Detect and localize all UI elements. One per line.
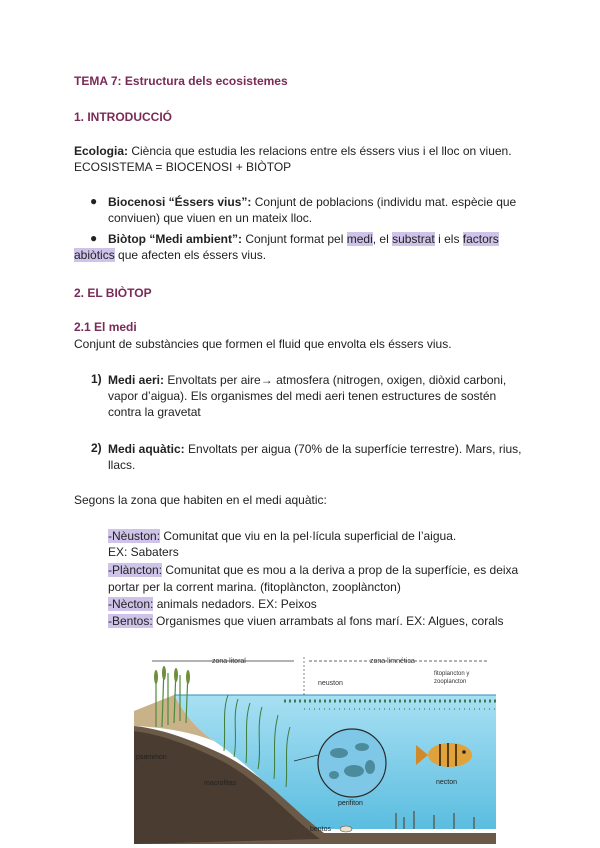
label-necton: necton — [436, 779, 458, 786]
biotop-text: Conjunt format pel — [242, 232, 347, 246]
medi-aeri-term: Medi aeri: — [108, 373, 165, 387]
plancton-line — [108, 562, 527, 578]
label-perifiton: perifiton — [338, 800, 363, 807]
biotop-text: i els — [434, 232, 463, 246]
biotop-text: , el — [372, 232, 393, 246]
medi-aquatic-term: Medi aquàtic: — [108, 442, 185, 456]
neuston-line — [108, 528, 456, 544]
neuston-definition: Comunitat que viu en la pel·lícula superficial de l’aigua. — [160, 529, 457, 543]
label-fitoplancton-1: fitoplancton y — [434, 671, 470, 677]
medi-aeri-line2: vapor d’aigua). Els organismes del medi aeri tenen estructures de sostén — [108, 389, 497, 403]
highlight-bentos: -Bentos: — [108, 614, 153, 628]
biotop-line2 — [74, 247, 266, 263]
label-fitoplancton-2: zooplancton — [434, 679, 467, 685]
highlight-plancton: -Plàncton: — [108, 563, 163, 577]
label-neuston: neuston — [318, 680, 343, 687]
medi-aeri-line1: Envoltats per aire→ atmosfera (nitrogen, oxigen, diòxid carboni, — [164, 373, 507, 387]
necton-line — [108, 596, 317, 612]
subsection-heading-medi: 2.1 El medi — [74, 320, 137, 334]
highlight-substrat: substrat — [392, 232, 435, 246]
bullet-dot: ● — [90, 194, 98, 208]
label-zona-limnetica: zona limnética — [370, 658, 415, 665]
biotop-text: que afecten els éssers vius. — [114, 248, 267, 262]
magnified-plankton-circle — [318, 729, 386, 797]
highlight-neuston: -Nèuston: — [108, 529, 161, 543]
zona-intro: Segons la zona que habiten en el medi aquàtic: — [74, 493, 327, 507]
label-zona-litoral: zona litoral — [212, 658, 246, 665]
medi-aeri-item — [108, 372, 527, 388]
highlight-abiotics: abiòtics — [74, 248, 115, 262]
plancton-definition: Comunitat que es mou a la deriva a prop de la superfície, es deixa — [162, 563, 519, 577]
highlight-factors: factors — [462, 232, 499, 246]
list-number: 2) — [91, 441, 102, 455]
label-bentos: bentos — [310, 826, 332, 833]
bentos-line — [108, 613, 504, 629]
biocenosi-item — [108, 194, 527, 210]
biocenosi-line1: Conjunt de poblacions (individu mat. espècie que — [251, 195, 517, 209]
label-macrofitas: macrofitas — [204, 780, 237, 787]
bentos-definition: Organismes que viuen arrambats al fons marí. EX: Algues, corals — [152, 614, 504, 628]
ecosistema-equation: ECOSISTEMA = BIOCENOSI + BIÒTOP — [74, 160, 292, 174]
medi-aquatic-item — [108, 441, 527, 457]
benthos-shell — [340, 826, 352, 832]
medi-aquatic-line2: llacs. — [108, 458, 136, 472]
list-number: 1) — [91, 372, 102, 386]
biotop-item — [108, 231, 533, 247]
biocenosi-line2: conviuen) que viuen en un mateix lloc. — [108, 211, 313, 225]
necton-definition: animals nedadors. EX: Peixos — [153, 597, 317, 611]
ecologia-definition: Ciència que estudia les relacions entre els éssers vius i el lloc on viuen. — [128, 144, 512, 158]
medi-aquatic-line1: Envoltats per aigua (70% de la superfície terrestre). Mars, rius, — [184, 442, 522, 456]
highlight-medi: medi — [346, 232, 373, 246]
medi-definition: Conjunt de substàncies que formen el fluid que envolta els éssers vius. — [74, 337, 452, 351]
doc-title: TEMA 7: Estructura dels ecosistemes — [74, 74, 288, 88]
neuston-example: EX: Sabaters — [108, 545, 179, 559]
ecologia-paragraph — [74, 143, 534, 159]
ecologia-term: Ecologia: — [74, 144, 129, 158]
bullet-dot: ● — [90, 231, 98, 245]
highlight-necton: -Nècton: — [108, 597, 154, 611]
plancton-line2: portar per la corrent marina. (fitoplàncton, zooplàncton) — [108, 580, 401, 594]
aquatic-zones-diagram — [134, 651, 496, 844]
section-heading-introduccio: 1. INTRODUCCIÓ — [74, 110, 173, 124]
section-heading-biotop: 2. EL BIÒTOP — [74, 286, 152, 300]
medi-aeri-line3: contra la gravetat — [108, 405, 201, 419]
biotop-term: Biòtop “Medi ambient”: — [108, 232, 242, 246]
label-psammon: psammon — [136, 754, 167, 761]
biocenosi-term: Biocenosi “Éssers vius”: — [108, 195, 252, 209]
